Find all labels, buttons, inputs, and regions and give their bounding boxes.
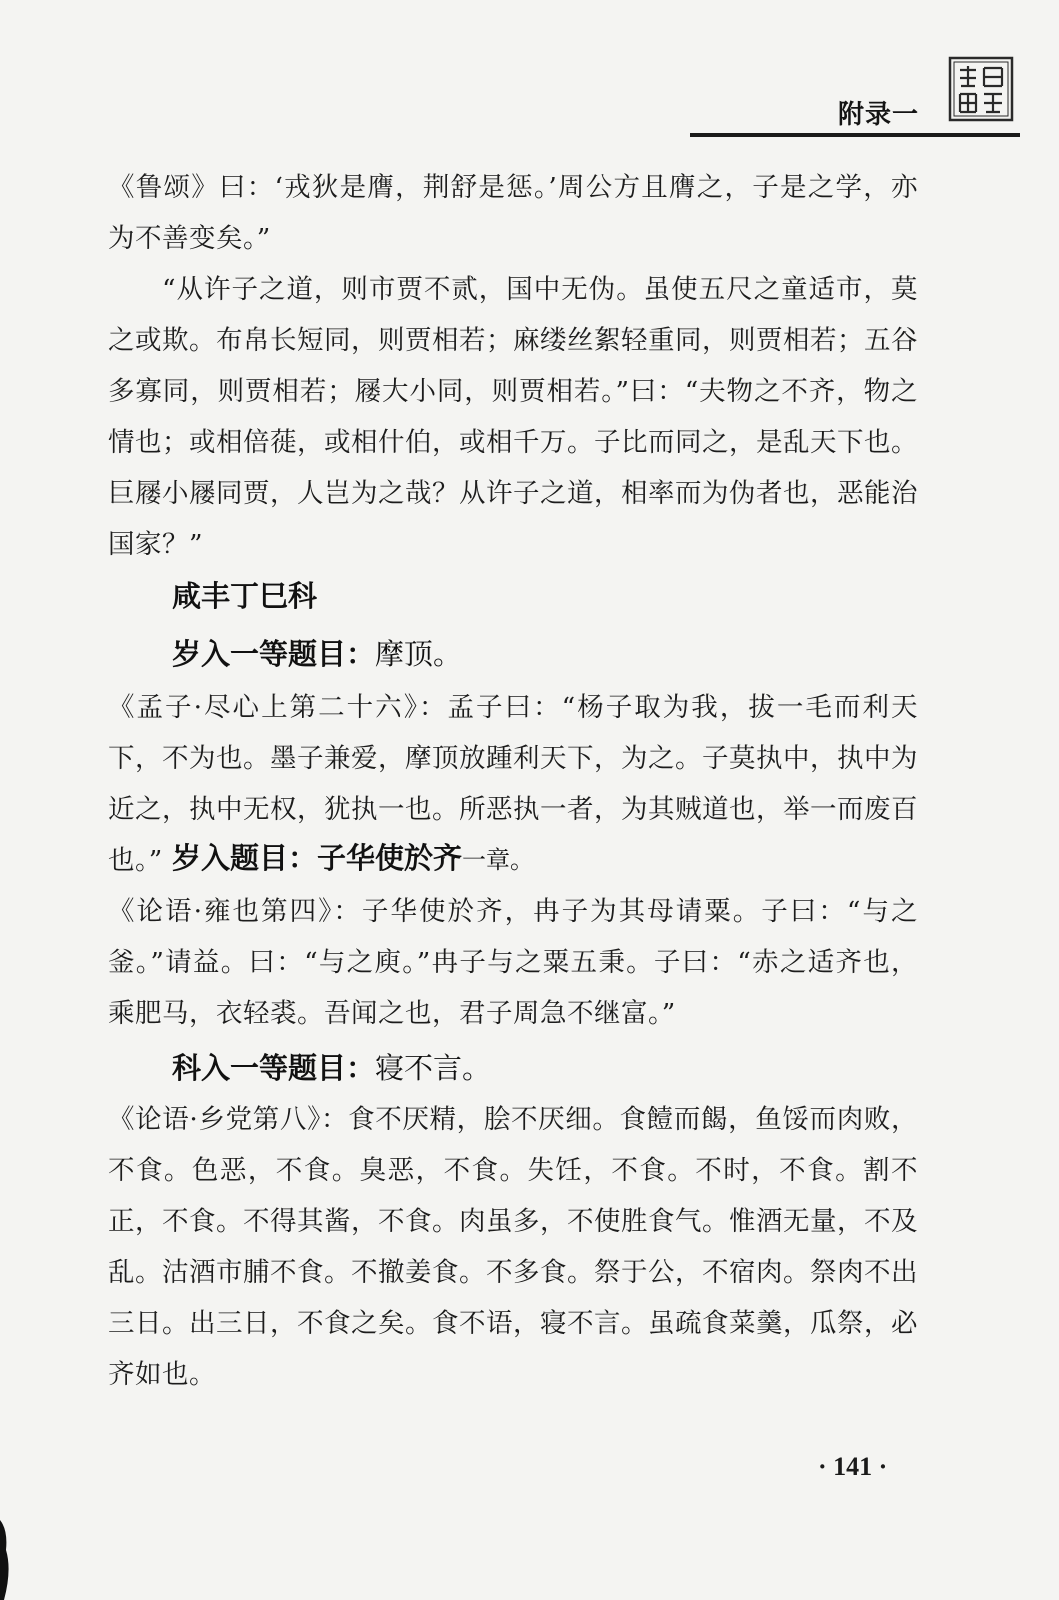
paragraph-xuzi: “从许子之道，则市贾不贰，国中无伪。虽使五尺之童适市，莫之或欺。布帛长短同，则贾相若；麻缕丝絮轻重同，则贾相若；五谷多寡同，则贾相若；屦大小同，则贾相若。”曰：“夫物之不齐，物之情也；或相倍蓰，或相什伯，或相千万。子比而同之，是乱天下也。巨屦小屦同贾，人岂为之哉？从许子之道，相率而为伪者也，恶能治国家？” [108, 274, 918, 560]
topic-label: 岁入题目：子华使於齐 [172, 841, 463, 875]
scan-edge-mark [0, 1510, 22, 1600]
section-title: 咸丰丁巳科 [172, 579, 318, 613]
exam-topic-heading [172, 1048, 491, 1088]
page-number: · 141 · [818, 1452, 888, 1481]
paragraph-continuation: 《鲁颂》曰：‘戎狄是膺，荆舒是惩。’周公方且膺之，子是之学，亦为不善变矣。” [108, 172, 918, 254]
topic-label: 岁入一等题目： [172, 637, 376, 671]
running-header: 附录一 [838, 100, 920, 130]
topic-label: 科入一等题目： [172, 1051, 376, 1085]
topic-value: 摩顶。 [375, 637, 463, 671]
exam-topic-heading [172, 838, 534, 880]
topic-value: 寝不言。 [375, 1051, 492, 1085]
quoted-passage: 《孟子·尽心上第二十六》：孟子曰：“杨子取为我，拔一毛而利天下，不为也。墨子兼爱，摩顶放踵利天下，为之。子莫执中，执中为近之，执中无权，犹执一也。所恶执一者，为其贼道也，举一而废百也。” [108, 692, 918, 876]
quoted-passage: 《论语·雍也第四》：子华使於齐，冉子为其母请粟。子曰：“与之釜。”请益。曰：“与之庾。”冉子与之粟五秉。子曰：“赤之适齐也，乘肥马，衣轻裘。吾闻之也，君子周急不继富。” [108, 896, 918, 1029]
exam-topic-heading [172, 634, 462, 674]
seal-stamp-icon [948, 56, 1014, 122]
quoted-passage: 《论语·乡党第八》：食不厌精，脍不厌细。食饐而餲，鱼馁而肉败，不食。色恶，不食。臭恶，不食。失饪，不食。不时，不食。割不正，不食。不得其酱，不食。肉虽多，不使胜食气。惟酒无量，不及乱。沽酒市脯不食。不撤姜食。不多食。祭于公，不宿肉。祭肉不出三日。出三日，不食之矣。食不语，寝不言。虽疏食菜羹，瓜祭，必齐如也。 [108, 1104, 918, 1390]
header-rule [690, 133, 1020, 137]
topic-value: 一章。 [462, 846, 535, 874]
